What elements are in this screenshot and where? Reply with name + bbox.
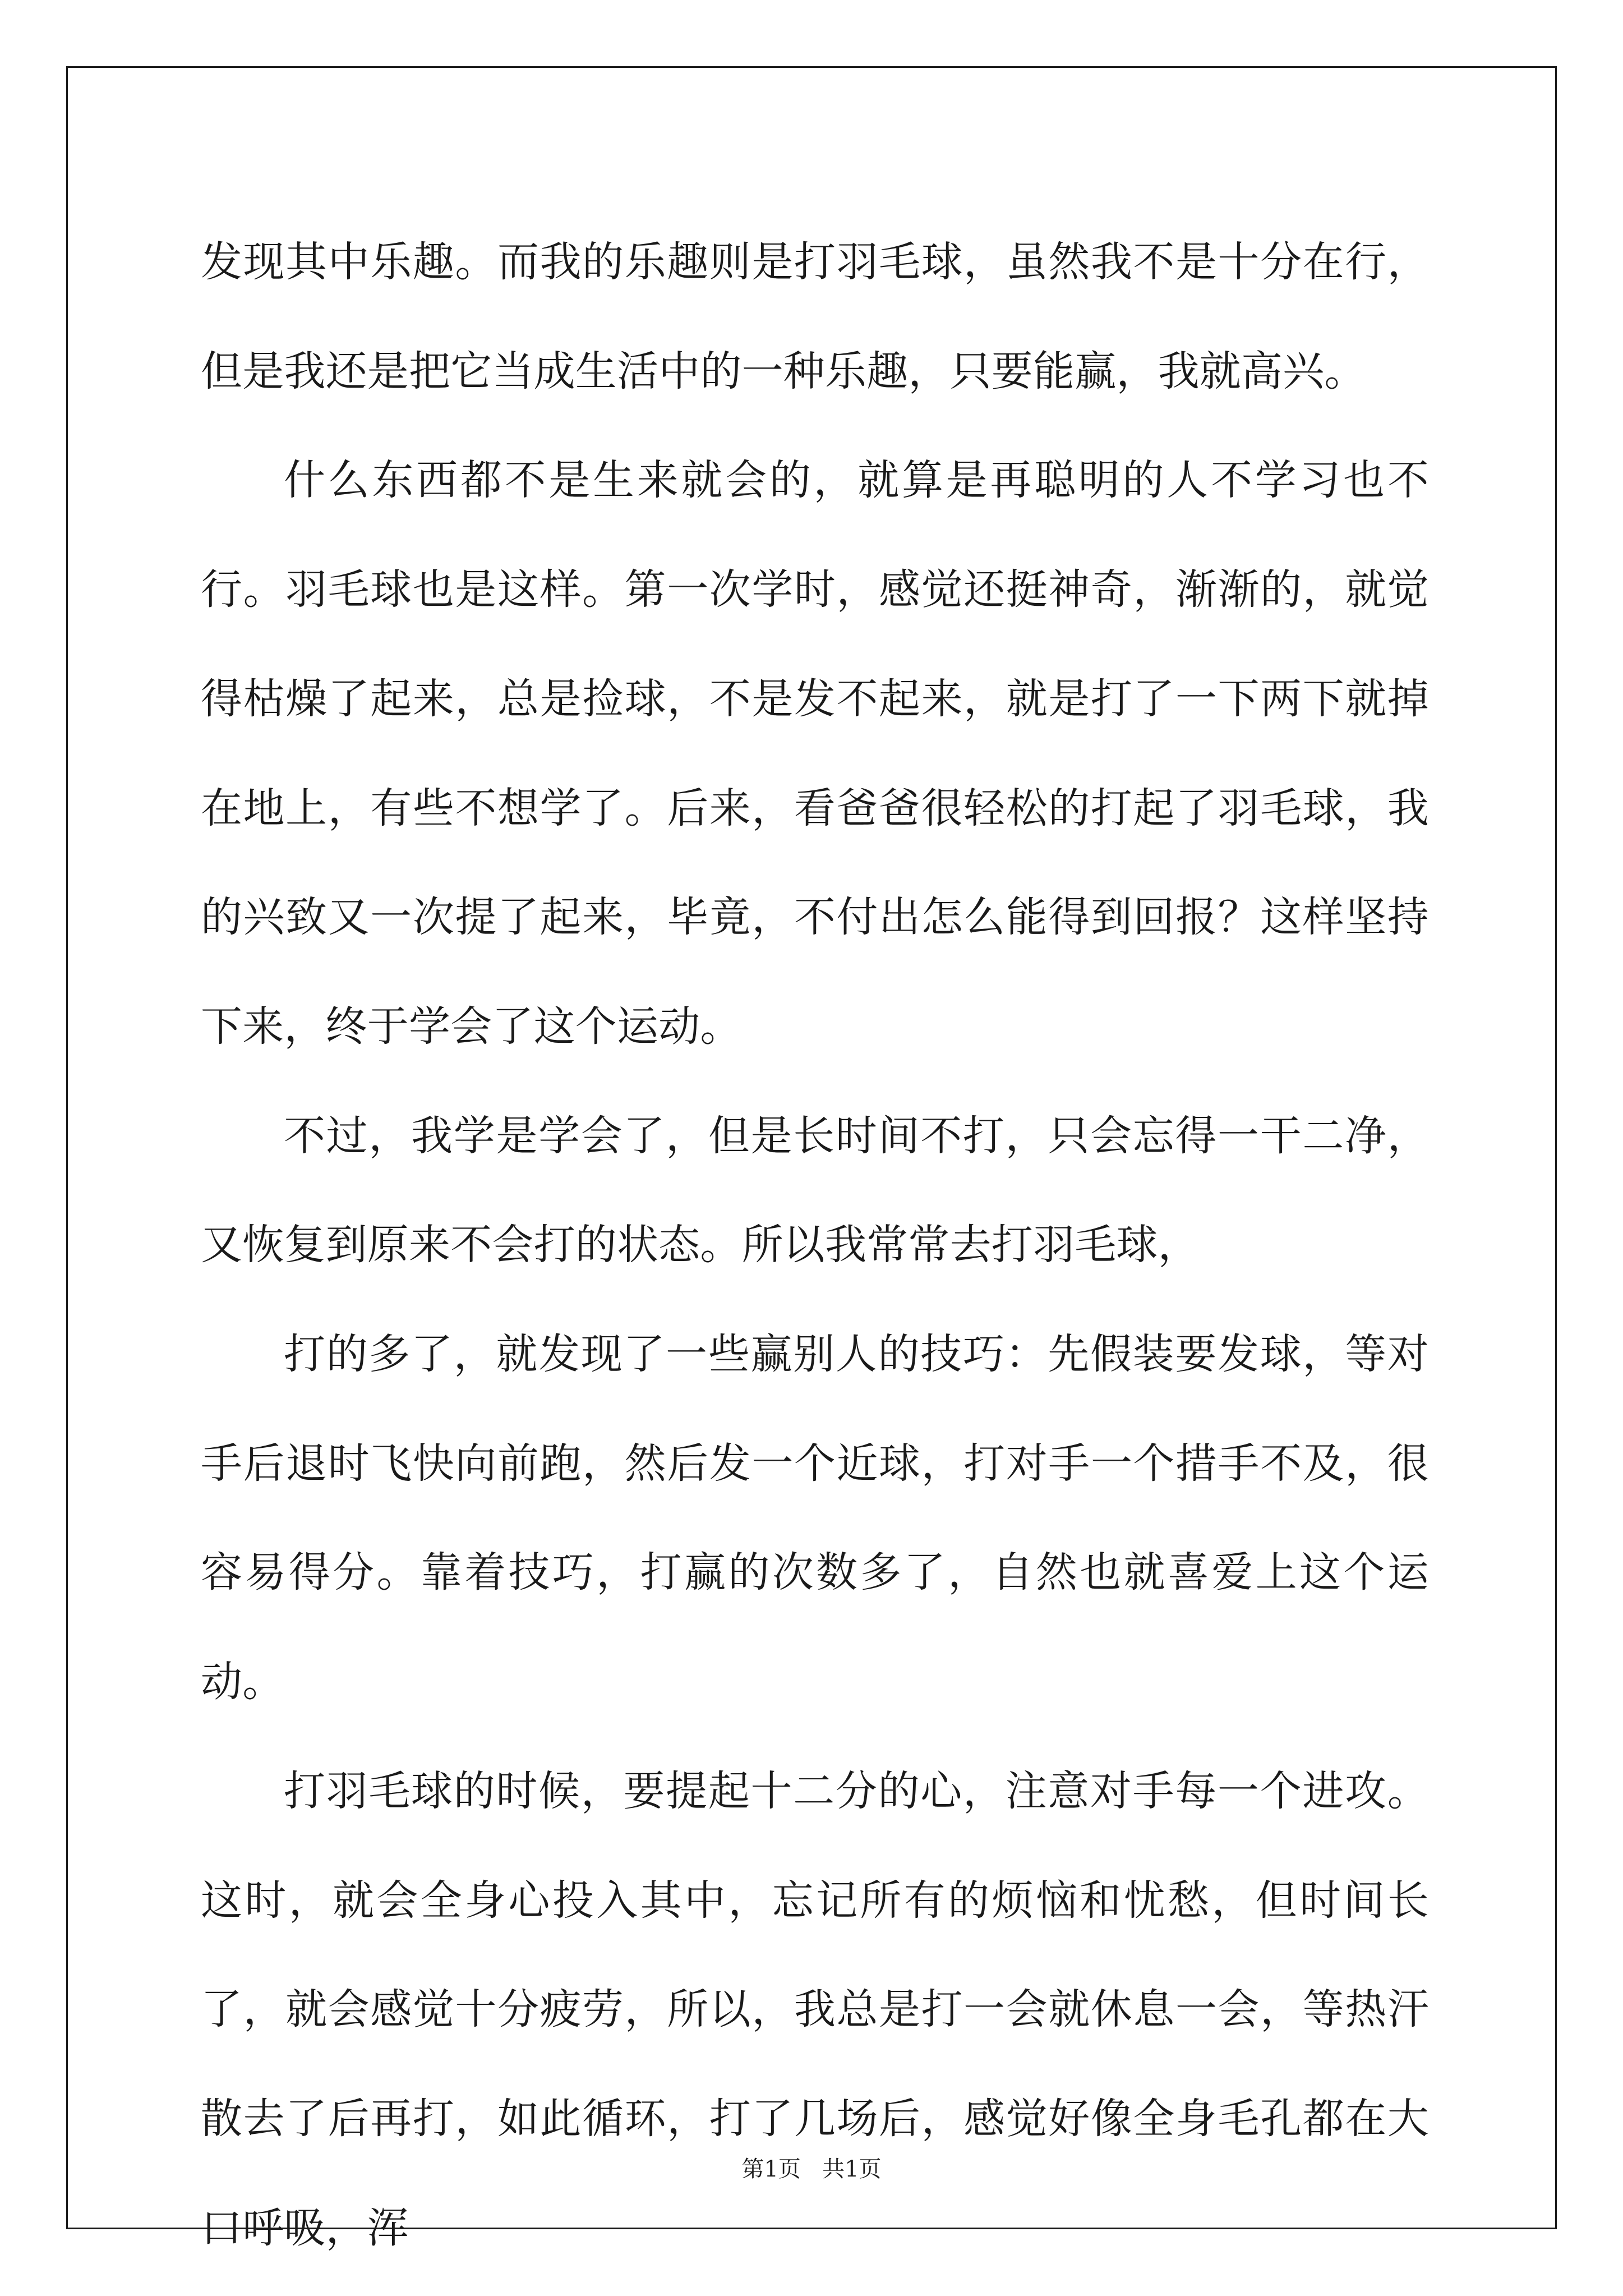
page-total: 共1页 <box>822 2156 882 2182</box>
paragraph-1: 发现其中乐趣。而我的乐趣则是打羽毛球，虽然我不是十分在行，但是我还是把它当成生活中的一种乐趣，只要能赢，我就高兴。 <box>201 238 1429 395</box>
paragraph-4: 打的多了，就发现了一些赢别人的技巧：先假装要发球，等对手后退时飞快向前跑，然后发一个近球，打对手一个措手不及，很容易得分。靠着技巧，打赢的次数多了，自然也就喜爱上这个运动。 <box>201 1330 1429 1706</box>
paragraph-2: 什么东西都不是生来就会的，就算是再聪明的人不学习也不行。羽毛球也是这样。第一次学时，感觉还挺神奇，渐渐的，就觉得枯燥了起来，总是捡球，不是发不起来，就是打了一下两下就掉在地上，有些不想学了。后来，看爸爸很轻松的打起了羽毛球，我的兴致又一次提了起来，毕竟，不付出怎么能得到回报？这样坚持下来，终于学会了这个运动。 <box>201 456 1429 1051</box>
page-footer <box>0 2151 1623 2183</box>
page-number: 第1页 <box>741 2156 801 2182</box>
paragraph-5: 打羽毛球的时候，要提起十二分的心，注意对手每一个进攻。这时，就会全身心投入其中，忘记所有的烦恼和忧愁，但时间长了，就会感觉十分疲劳，所以，我总是打一会就休息一会，等热汗散去了后再打，如此循环，打了几场后，感觉好像全身毛孔都在大口呼吸，浑 <box>201 1766 1429 2252</box>
footer-separator <box>801 2156 822 2182</box>
document-body <box>201 208 1429 2283</box>
paragraph-3: 不过，我学是学会了，但是长时间不打，只会忘得一干二净，又恢复到原来不会打的状态。所以我常常去打羽毛球， <box>201 1111 1429 1269</box>
